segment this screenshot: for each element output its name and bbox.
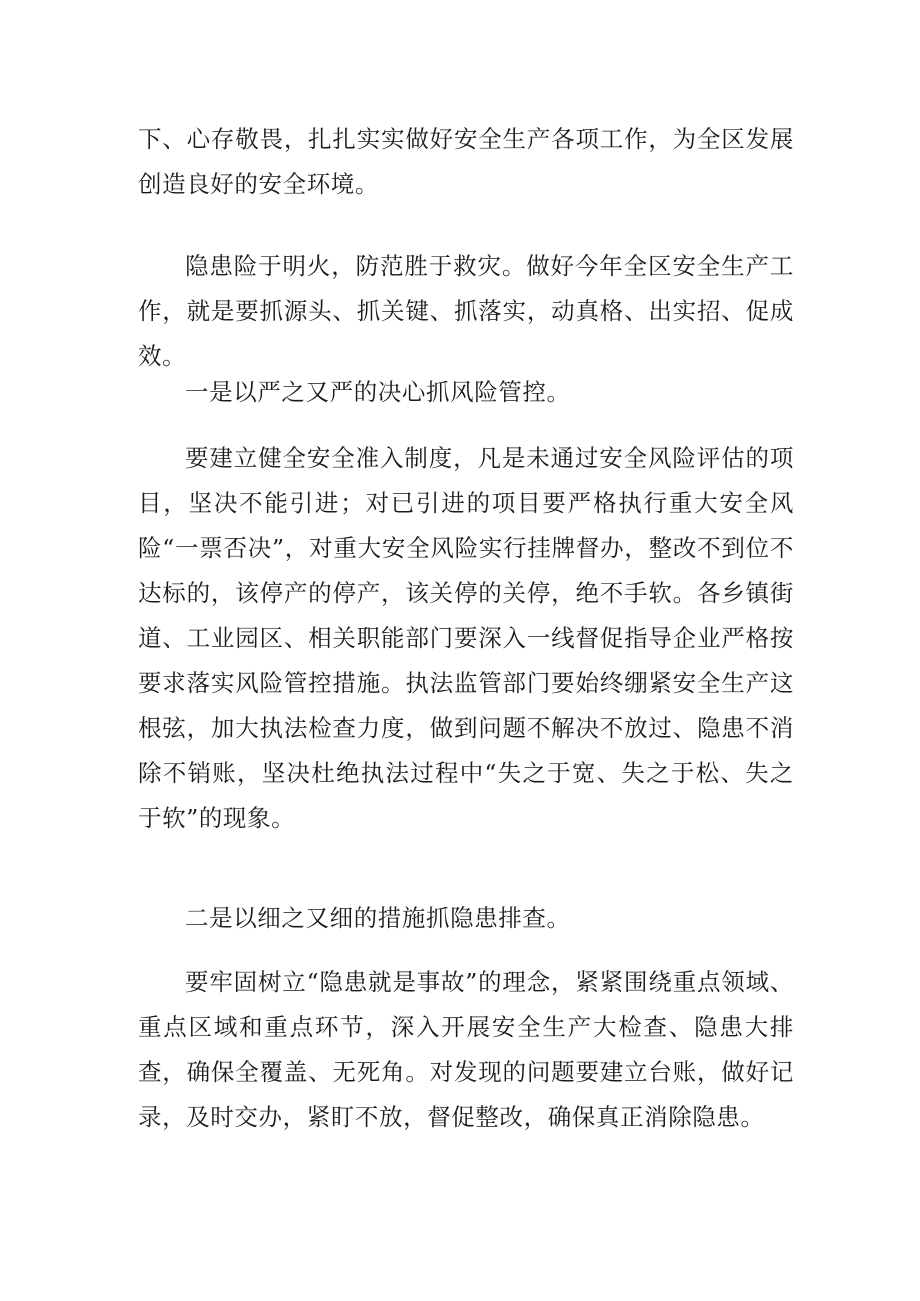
paragraph-continuation: 下、心存敬畏，扎扎实实做好安全生产各项工作，为全区发展创造良好的安全环境。 [138, 125, 794, 198]
paragraph-hazard-inspection: 要牢固树立“隐患就是事故”的理念，紧紧围绕重点领域、重点区域和重点环节，深入开展安全生产大检查、隐患大排查，确保全覆盖、无死角。对发现的问题要建立台账，做好记录，及时交办，紧盯不放，督促整改，确保真正消除隐患。 [138, 968, 794, 1131]
heading-point-one: 一是以严之又严的决心抓风险管控。 [185, 378, 571, 406]
paragraph-risk-control: 要建立健全安全准入制度，凡是未通过安全风险评估的项目，坚决不能引进；对已引进的项目要严格执行重大安全风险“一票否决”，对重大安全风险实行挂牌督办，整改不到位不达标的，该停产的停产，该关停的关停，绝不手软。各乡镇街道、工业园区、相关职能部门要深入一线督促指导企业严格按要求落实风险管控措施。执法监管部门要始终绷紧安全生产这根弦，加大执法检查力度，做到问题不解决不放过、隐患不消除不销账，坚决杜绝执法过程中“失之于宽、失之于松、失之于软”的现象。 [138, 444, 794, 832]
heading-point-two: 二是以细之又细的措施抓隐患排查。 [185, 904, 571, 932]
paragraph-intro: 隐患险于明火，防范胜于救灾。做好今年全区安全生产工作，就是要抓源头、抓关键、抓落实，动真格、出实招、促成效。 [138, 252, 794, 370]
